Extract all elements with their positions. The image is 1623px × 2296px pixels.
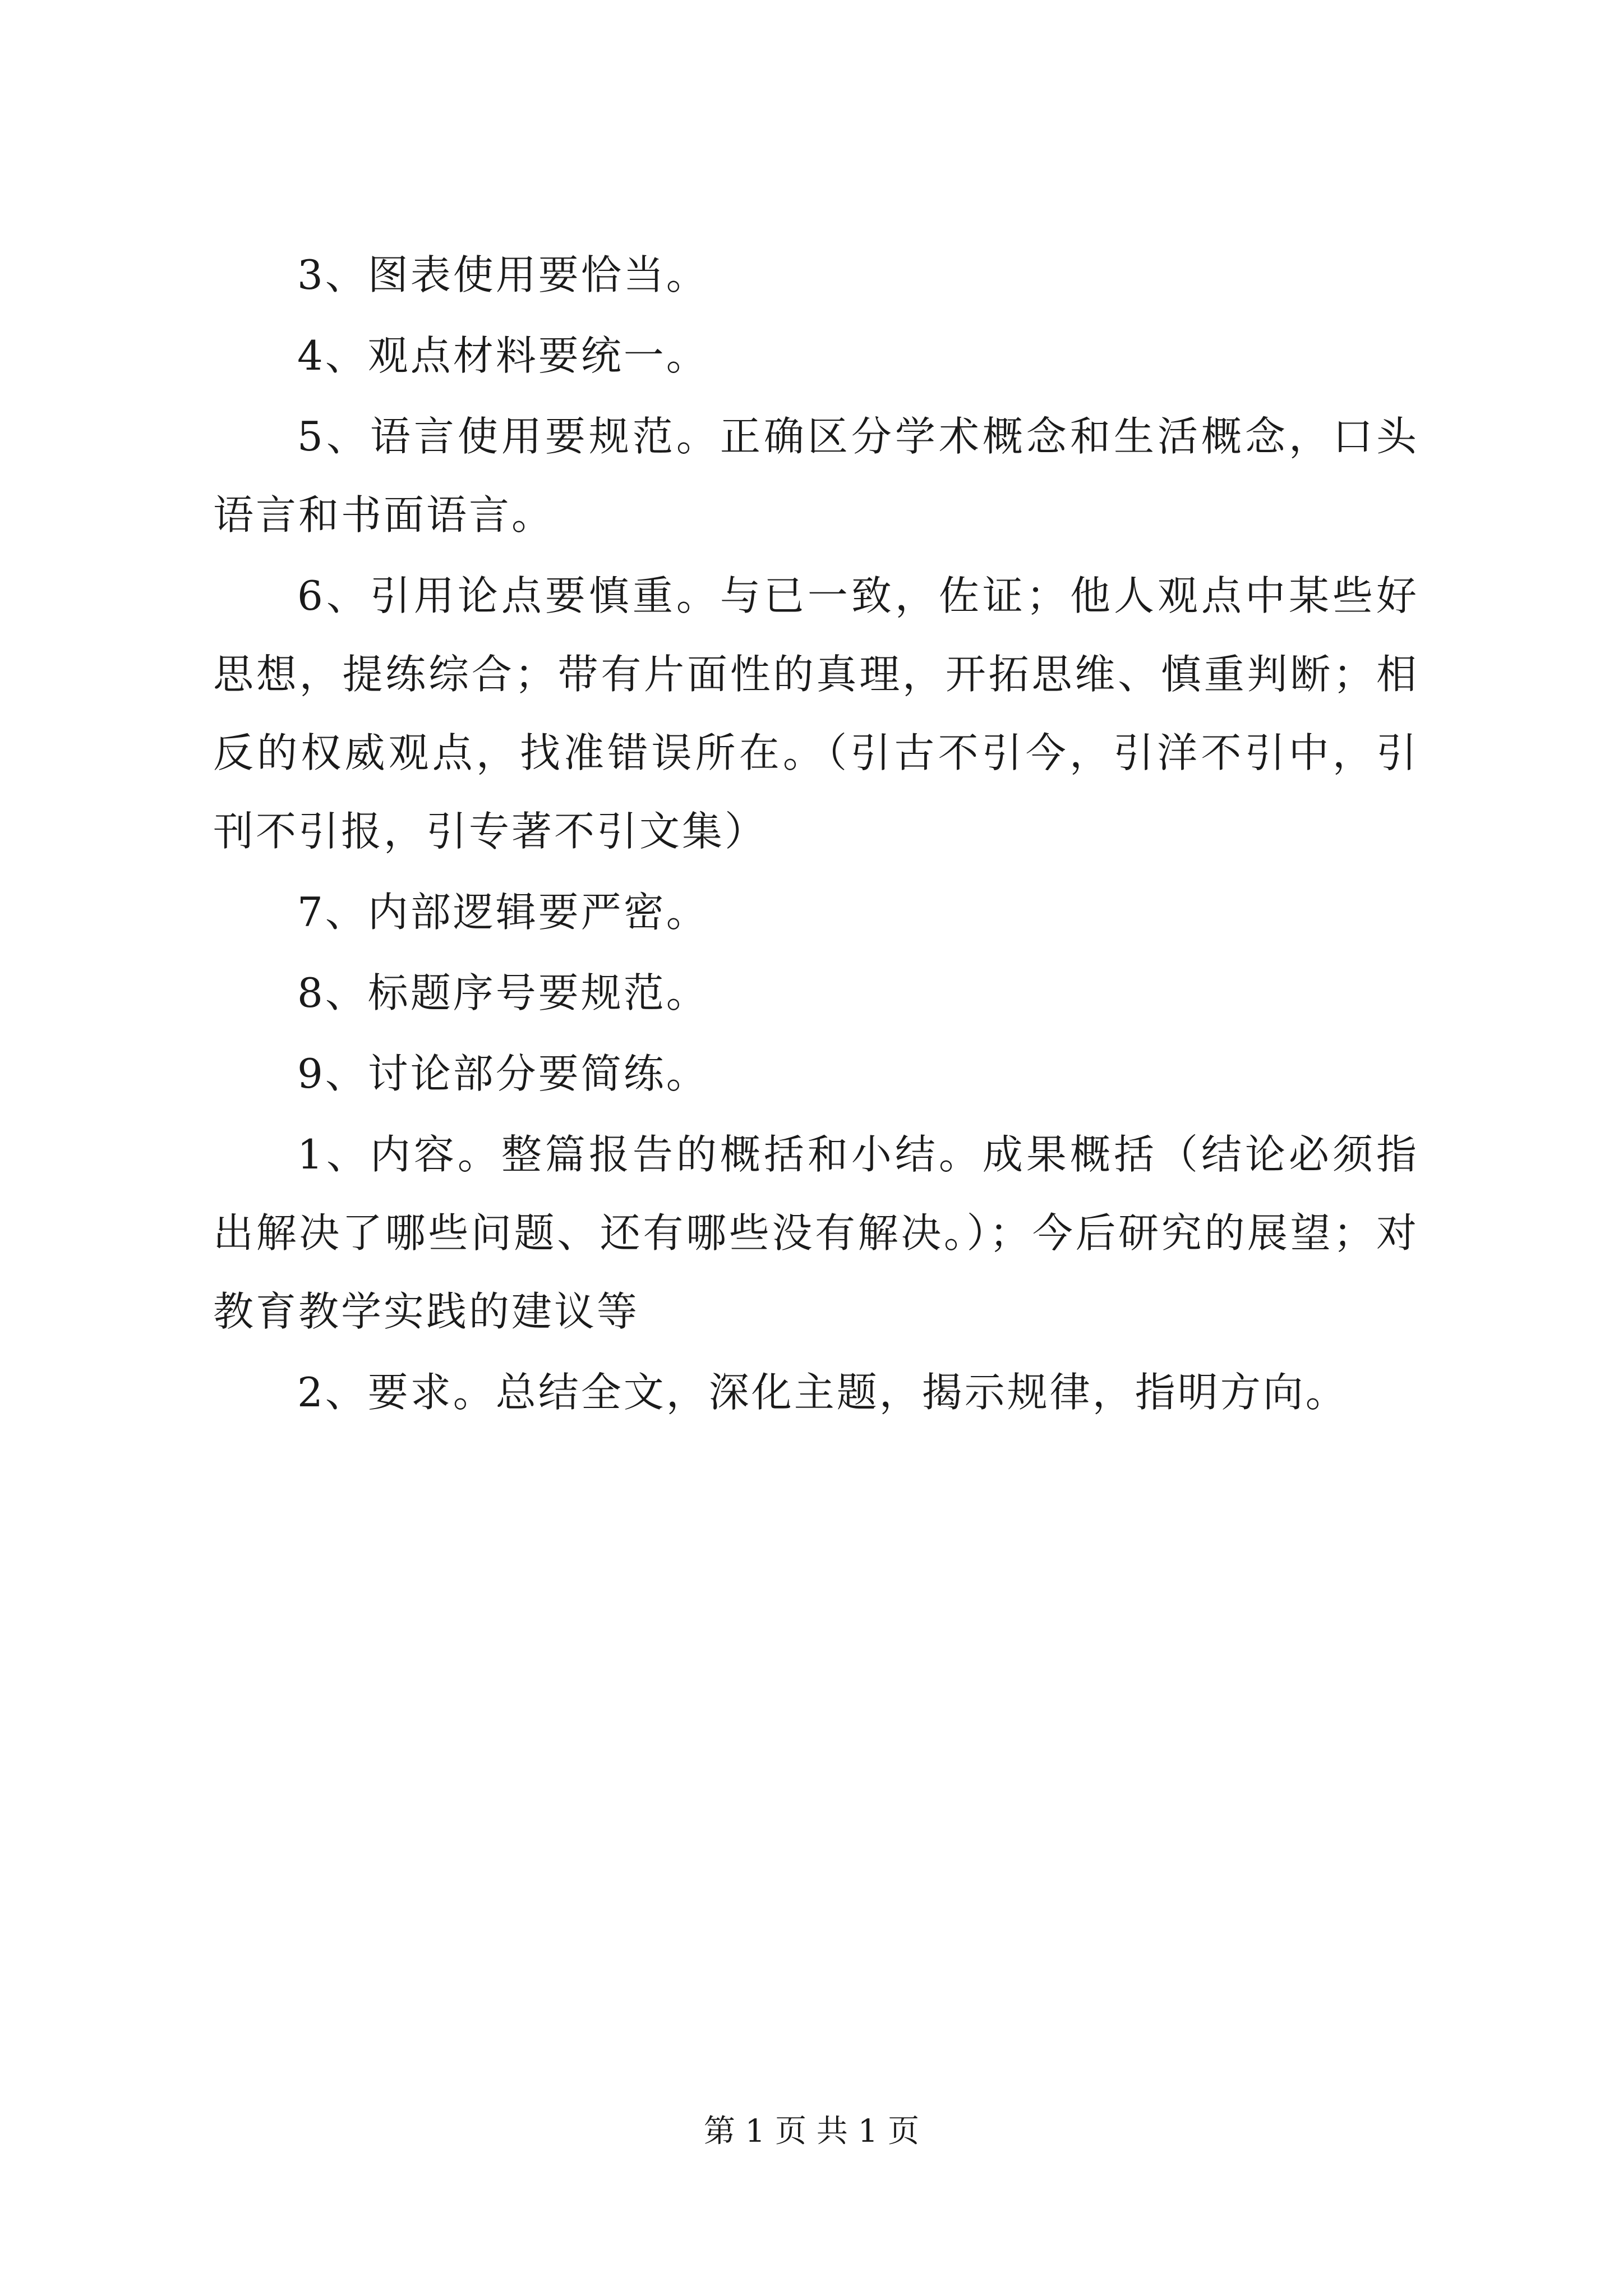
paragraph-item-3: 3、图表使用要恰当。: [297, 251, 709, 298]
paragraph-item-6: 6、引用论点要慎重。与已一致，佐证；他人观点中某些好思想，提练综合；带有片面性的真理，开拓思维、慎重判断；相反的权威观点，找准错误所在。（引古不引今，引洋不引中，引刊不引报，引专著不引文集）: [213, 572, 1419, 855]
paragraph-item-4: 4、观点材料要统一。: [297, 332, 709, 379]
paragraph-item-9: 9、讨论部分要简练。: [297, 1050, 709, 1097]
paragraph-item-7: 7、内部逻辑要严密。: [297, 889, 709, 936]
paragraph-item-5: 5、语言使用要规范。正确区分学术概念和生活概念，口头语言和书面语言。: [213, 413, 1419, 539]
document-body: [213, 236, 1419, 1434]
page-footer: [0, 2109, 1623, 2154]
paragraph-item-8: 8、标题序号要规范。: [297, 969, 709, 1016]
paragraph-conclusion-content: 1、内容。整篇报告的概括和小结。成果概括（结论必须指出解决了哪些问题、还有哪些没有解决。）；今后研究的展望；对教育教学实践的建议等: [213, 1131, 1419, 1335]
paragraph-conclusion-requirements: 2、要求。总结全文，深化主题，揭示规律，指明方向。: [297, 1369, 1348, 1416]
page-number-label: 第 1 页 共 1 页: [703, 2113, 920, 2150]
